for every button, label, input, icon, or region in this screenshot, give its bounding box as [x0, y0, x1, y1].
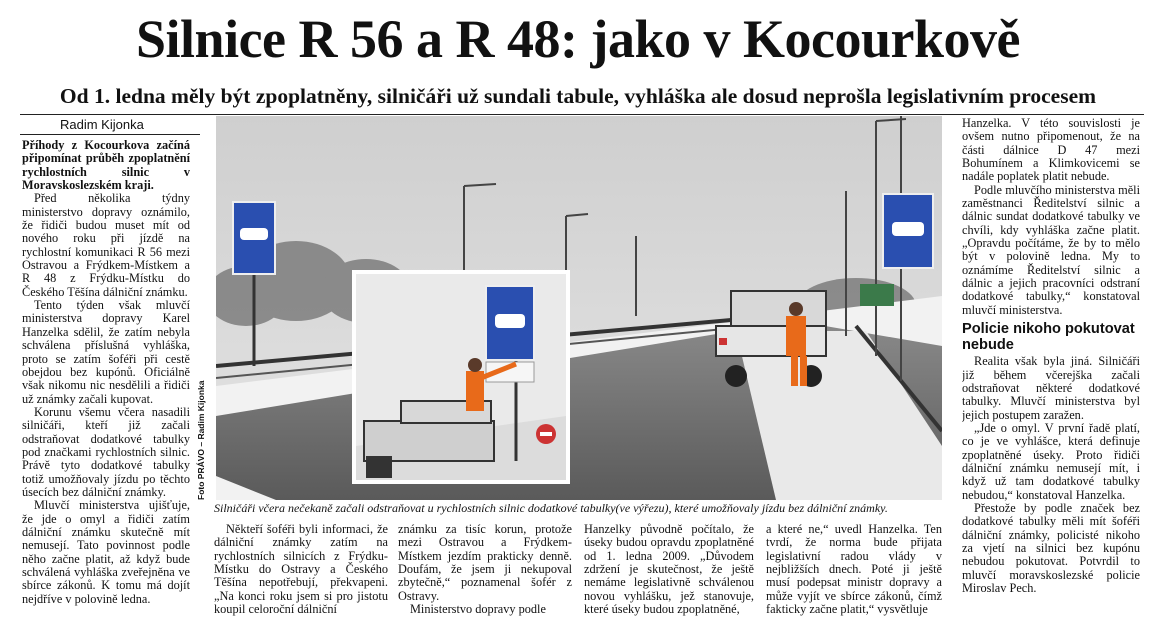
paragraph: Podle mluvčího ministerstva měli zaměstnanci Ředitelství silnic a dálnic sundat dodatkové tabulky ve chvíli, kdy vyhláška začne platit. „Opravdu počítáme, že by to mělo být v polovině ledna. My to oznámíme Ředitelství silnic a dálnic a jejich pracovníci odstraní dodatkové tabulky,“ konstatoval mluvčí ministerstva.	[962, 182, 1140, 317]
paragraph: Hanzelka. V této souvislosti je ovšem nutno připomenout, že na části dálnice D 47 mezi Bohumínem a Klimkovicemi se nadále poplatek platit nebude.	[962, 117, 1140, 184]
paragraph: „Jde o omyl. V první řadě platí, co je ve vyhlášce, která definuje zpoplatněné úseky. Proto řidiči dálniční známku nemusejí mít, i když už tam dodatkové tabulky nebudou,“ konstatoval Hanzelka.	[962, 420, 1140, 502]
column-4	[584, 523, 754, 628]
column-6	[962, 117, 1140, 628]
section-subheading: Policie nikoho pokutovat nebude	[962, 321, 1135, 354]
paragraph: a které ne,“ uvedl Hanzelka. Ten tvrdí, že norma bude přijata legislativní radou vlády v nejbližších dnech. Poté ji ještě musí podepsat ministr dopravy a může vyjít ve sbírce zákonů, čímž fakticky začne platit,“ vysvětluje	[766, 523, 942, 617]
rule-byline	[20, 134, 200, 135]
main-photo	[216, 116, 942, 500]
paragraph: Přestože by podle značek bez dodatkové tabulky měli mít šoféři dálniční známky, policisté nikoho za vjetí na silnici bez kupónu nebudou pokutovat. Potvrdil to mluvčí moravskoslezské policie Miroslav Pech.	[962, 500, 1140, 595]
column-3	[398, 523, 572, 628]
paragraph: Realita však byla jiná. Silničáři již během včerejška začali odstraňovat některé dodatkové tabulky. Mluvčí ministerstva byl jejich postupem zaražen.	[962, 354, 1140, 422]
column-2	[214, 523, 388, 628]
paragraph: Korunu všemu včera nasadili silničáři, kteří již začali odstraňovat dodatkové tabulky pod značkami rychlostních silnic. Právě tyto dodatkové tabulky totiž umožňovaly jízdu po těchto úsecích bez dálniční známky.	[22, 404, 190, 499]
road-photo-illustration	[216, 116, 942, 500]
column-1	[22, 139, 190, 625]
paragraph: Někteří šoféři byli informaci, že dálniční známky zatím na rychlostních silnicích z Frýdku-Místku do Ostravy a Českého Těšína nepotřebují, překvapeni. „Na konci roku jsem si pro jistotu koupil celoroční dálniční	[214, 523, 388, 617]
paragraph: Před několika týdny ministerstvo dopravy oznámilo, že řidiči budou muset mít od nového roku při jízdě na rychlostní komunikaci R 56 mezi Ostravou a Frýdkem-Místkem a R 48 z Frýdku-Místku do Českého Těšína dálniční známku.	[22, 191, 190, 299]
byline: Radim Kijonka	[60, 117, 144, 132]
paragraph: Hanzelky původně počítalo, že úseky budou opravdu zpoplatněné od 1. ledna 2009. „Důvodem zdržení je skutečnost, že ještě nemáme legislativně schválenou novou vyhlášku, jež stanovuje, které úseky budou zpoplatněné,	[584, 523, 754, 617]
rule-top	[20, 114, 1144, 115]
subheadline: Od 1. ledna měly být zpoplatněny, silničáři už sundali tabule, vyhláška ale dosud neprošla legislativním procesem	[59, 84, 1097, 108]
paragraph: Ministerstvo dopravy podle	[410, 602, 546, 617]
column-5	[766, 523, 942, 628]
paragraph: Tento týden však mluvčí ministerstva dopravy Karel Hanzelka sdělil, že zatím nebyla schválena příslušná vyhláška, proto se zatím šoféři při cestě obejdou bez kupónů. Oficiálně však nikomu nic nesdělili a řidiči už známky začali kupovat.	[22, 298, 190, 406]
inset-photo	[354, 272, 568, 482]
photo-caption: Silničáři včera nečekaně začali odstraňovat u rychlostních silnic dodatkové tabulky(ve výřezu), které umožňovaly jízdu bez dálniční známky.	[214, 501, 888, 515]
headline: Silnice R 56 a R 48: jako v Kocourkově	[136, 9, 1020, 69]
photo-credit: Foto PRÁVO – Radim Kijonka	[196, 380, 206, 500]
paragraph: Mluvčí ministerstva ujišťuje, že jde o omyl a řidiči zatím dálniční známku skutečně mít nemusejí. Tato povinnost podle něho začne platit, až když bude schválená vyhláška zveřejněna ve sbírce zákonů. K tomu má dojít nejdříve v polovině ledna.	[22, 498, 190, 606]
paragraph: známku za tisíc korun, protože mezi Ostravou a Frýdkem-Místkem jezdím prakticky denně. Doufám, že jsem ji nekupoval zbytečně,“ poznamenal šofér z Ostravy.	[398, 523, 572, 603]
lead-paragraph: Příhody z Kocourkova začíná připomínat průběh zpoplatnění rychlostních silnic v Moravskoslezském kraji.	[22, 139, 190, 193]
